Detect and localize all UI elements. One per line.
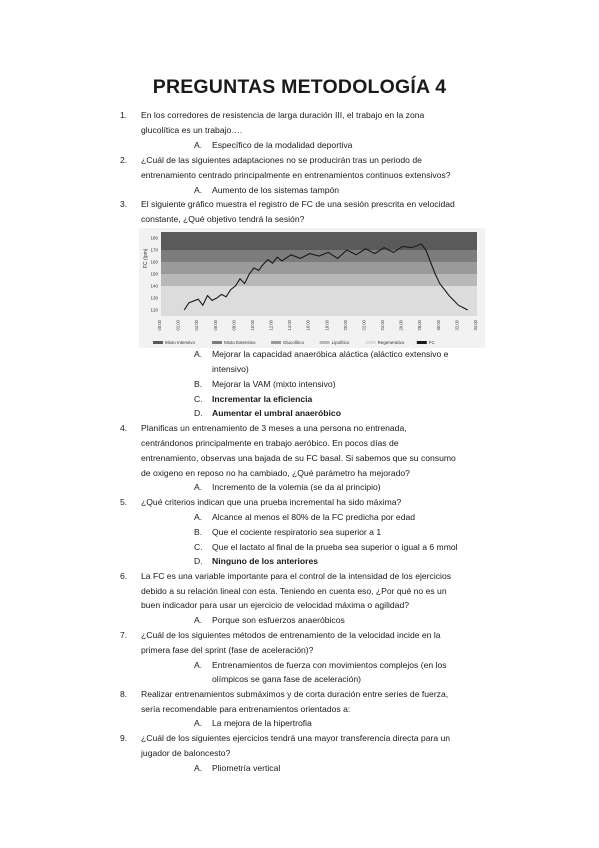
x-tick-label: 14:00 — [287, 320, 293, 331]
question-5-answer-b: Que el cociente respiratorio sea superior a 1 — [212, 527, 382, 537]
x-tick-label: 18:00 — [324, 320, 330, 331]
question-1-number: 1. — [120, 110, 128, 120]
question-4-number: 4. — [120, 423, 128, 433]
question-7-line-2: primera fase del sprint (fase de aceleración)? — [141, 645, 314, 655]
question-3-answer-d-letter: D. — [194, 408, 203, 418]
question-5-answer-b-letter: B. — [194, 527, 203, 537]
question-8-number: 8. — [120, 689, 128, 699]
question-5-number: 5. — [120, 497, 128, 507]
question-9-line-1: ¿Cuál de los siguientes ejercicios tendrá una mayor transferencia directa para un — [141, 733, 451, 743]
x-tick-label: 08:00 — [231, 320, 237, 331]
question-1-answer-a-letter: A. — [194, 140, 203, 150]
x-tick-label: 16:00 — [305, 320, 311, 331]
chart-y-label: FC (lpm) — [143, 248, 149, 268]
question-7-line-1: ¿Cuál de los siguientes métodos de entrenamiento de la velocidad incide en la — [141, 630, 441, 640]
question-2-line-1: ¿Cuál de las siguientes adaptaciones no se producirán tras un periodo de — [141, 155, 422, 165]
y-tick-label: 180 — [150, 235, 158, 241]
legend-swatch — [212, 341, 222, 344]
y-tick-label: 130 — [150, 295, 158, 301]
question-3-answer-d: Aumentar el umbral anaeróbico — [212, 408, 341, 418]
legend-swatch — [366, 341, 376, 344]
question-7-answer-a-letter: A. — [194, 660, 203, 670]
question-6-number: 6. — [120, 571, 128, 581]
question-2-answer-a: Aumento de los sistemas tampón — [212, 185, 340, 195]
question-6-line-1: La FC es una variable importante para el control de la intensidad de los ejercicios — [141, 571, 452, 581]
legend-label: Mixto Intensivo — [165, 340, 196, 345]
question-5-answer-d-letter: D. — [194, 556, 203, 566]
legend-swatch — [271, 341, 281, 344]
question-3-answer-a: Mejorar la capacidad anaeróbica aláctica (aláctico extensivo e — [212, 349, 449, 359]
heart-rate-chart — [139, 228, 485, 348]
question-3-line-1: El siguiente gráfico muestra el registro de FC de una sesión prescrita en velocidad — [141, 199, 455, 209]
question-5-answer-a: Alcance al menos el 80% de la FC predicha por edad — [212, 512, 416, 522]
question-2-number: 2. — [120, 155, 128, 165]
question-4-line-1: Planificas un entrenamiento de 3 meses a una persona no entrenada, — [141, 423, 407, 433]
question-7-answer-a: Entrenamientos de fuerza con movimientos complejos (en los — [212, 660, 447, 670]
question-5-answer-d: Ninguno de los anteriores — [212, 556, 319, 566]
x-tick-label: 34:00 — [473, 320, 478, 331]
x-tick-label: 02:00 — [175, 320, 181, 331]
y-tick-label: 160 — [150, 259, 158, 265]
question-6-line-2: debido a su relación lineal con esta. Teniendo en cuenta eso, ¿Por qué no es un — [141, 586, 447, 596]
x-tick-label: 24:00 — [380, 320, 386, 331]
question-3-line-2: constante, ¿Qué objetivo tendrá la sesión? — [141, 214, 305, 224]
question-5-answer-a-letter: A. — [194, 512, 203, 522]
question-8-line-2: sería recomendable para entrenamientos orientados a: — [141, 704, 351, 714]
question-8-answer-a: La mejora de la hipertrofia — [212, 718, 312, 728]
x-tick-label: 10:00 — [249, 320, 255, 331]
question-3-answer-c: Incrementar la eficiencia — [212, 394, 313, 404]
legend-label: Lipolítico — [331, 340, 350, 345]
question-3-answer-c-letter: C. — [194, 394, 203, 404]
question-4-line-3: entrenamiento, observas una bajada de su FC basal. Si sabemos que su consumo — [141, 453, 456, 463]
question-1-answer-a: Específico de la modalidad deportiva — [212, 140, 353, 150]
x-tick-label: 20:00 — [342, 320, 348, 331]
zone-band-2 — [161, 262, 477, 274]
chart-zones — [161, 232, 477, 316]
legend-label: Glucolítico — [283, 340, 305, 345]
question-6-answer-a-letter: A. — [194, 615, 203, 625]
x-tick-label: 22:00 — [361, 320, 367, 331]
question-9-line-2: jugador de baloncesto? — [141, 748, 231, 758]
question-4-line-2: centrándonos principalmente en trabajo aeróbico. En pocos días de — [141, 438, 399, 448]
question-3-answer-a-cont: intensivo) — [212, 364, 249, 374]
question-1-line-1: En los corredores de resistencia de larga duración III, el trabajo en la zona — [141, 110, 425, 120]
question-3-answer-a-letter: A. — [194, 349, 203, 359]
legend-label: Mixto Extensivo — [224, 340, 256, 345]
x-tick-label: 26:00 — [398, 320, 404, 331]
question-3-answer-b: Mejorar la VAM (mixto intensivo) — [212, 379, 336, 389]
x-tick-label: 32:00 — [454, 320, 460, 331]
question-1-line-2: glucolítica es un trabajo…. — [141, 125, 243, 135]
question-7-number: 7. — [120, 630, 128, 640]
legend-swatch — [153, 341, 163, 344]
question-6-line-3: buen indicador para usar un ejercicio de velocidad máxima o agilidad? — [141, 600, 410, 610]
question-4-answer-a: Incremento de la volemia (se da al principio) — [212, 482, 381, 492]
y-tick-label: 150 — [150, 271, 158, 277]
question-3-answer-b-letter: B. — [194, 379, 203, 389]
x-tick-label: 12:00 — [268, 320, 274, 331]
y-tick-label: 120 — [150, 307, 158, 313]
zone-band-4 — [161, 286, 477, 316]
question-3-number: 3. — [120, 199, 128, 209]
question-7-answer-a-cont: olímpicos se gana fase de aceleración) — [212, 674, 362, 684]
question-6-answer-a: Porque son esfuerzos anaeróbicos — [212, 615, 345, 625]
question-9-answer-a: Pliometría vertical — [212, 763, 281, 773]
y-tick-label: 170 — [150, 247, 158, 253]
question-5-line-1: ¿Qué criterios indican que una prueba incremental ha sido máxima? — [141, 497, 402, 507]
legend-label: Regenerativo — [377, 340, 405, 345]
x-tick-label: 04:00 — [194, 320, 200, 331]
zone-band-0 — [161, 232, 477, 250]
question-4-answer-a-letter: A. — [194, 482, 203, 492]
x-tick-label: 28:00 — [417, 320, 423, 331]
question-2-line-2: entrenamiento centrado principalmente en entrenamientos continuos extensivos? — [141, 170, 451, 180]
zone-band-3 — [161, 274, 477, 286]
question-8-answer-a-letter: A. — [194, 718, 203, 728]
question-8-line-1: Realizar entrenamientos submáximos y de corta duración entre series de fuerza, — [141, 689, 449, 699]
y-tick-label: 140 — [150, 283, 158, 289]
question-4-line-4: de oxigeno en reposo no ha cambiado, ¿Qué parámetro ha mejorado? — [141, 468, 410, 478]
x-tick-label: 06:00 — [212, 320, 218, 331]
x-tick-label: 00:00 — [157, 320, 162, 331]
question-2-answer-a-letter: A. — [194, 185, 203, 195]
page-title: PREGUNTAS METODOLOGÍA 4 — [152, 76, 447, 98]
question-5-answer-c-letter: C. — [194, 542, 203, 552]
x-tick-label: 30:00 — [435, 320, 441, 331]
question-5-answer-c: Que el lactato al final de la prueba sea superior o igual a 6 mmol — [212, 542, 458, 552]
legend-label: FC — [428, 340, 435, 345]
question-9-answer-a-letter: A. — [194, 763, 203, 773]
legend-swatch — [417, 341, 427, 344]
legend-swatch — [320, 341, 330, 344]
question-9-number: 9. — [120, 733, 128, 743]
